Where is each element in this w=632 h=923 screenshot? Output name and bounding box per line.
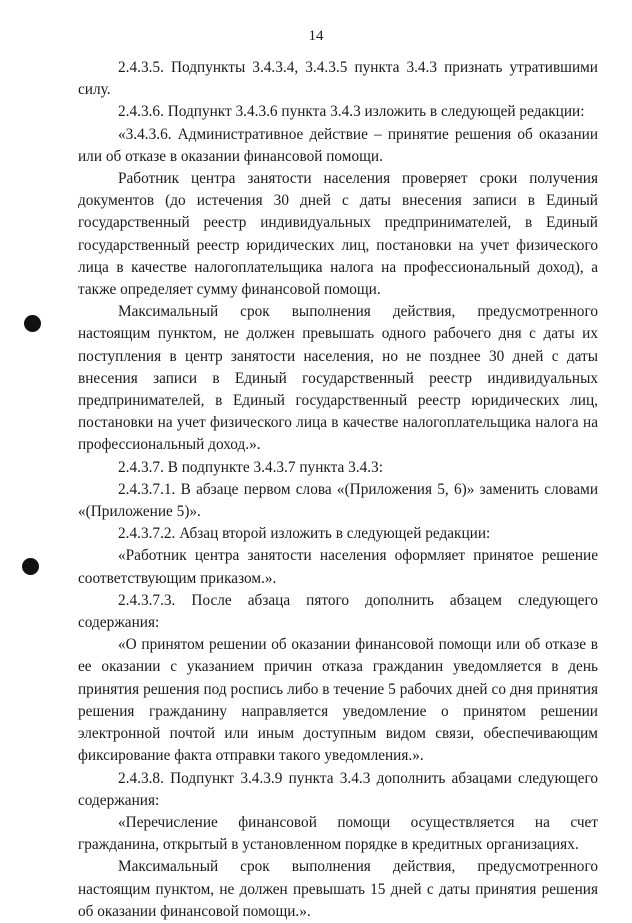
paragraph: «Перечисление финансовой помощи осуществляется на счет гражданина, открытый в установленном порядке в кредитных организациях.	[78, 813, 598, 854]
paragraph: Работник центра занятости населения проверяет сроки получения документов (до истечения 30 дней с даты внесения записи в Единый государственный реестр индивидуальных предпринимателей, в Единый государственный реестр юридических лиц, постановки на учет физического лица в качестве налогоплательщика налога на профессиональный доход), а также определяет сумму финансовой помощи.	[78, 170, 598, 299]
paragraph: 2.4.3.7.1. В абзаце первом слова «(Приложения 5, 6)» заменить словами «(Приложение 5)».	[78, 480, 598, 521]
paragraph: 2.4.3.5. Подпункты 3.4.3.4, 3.4.3.5 пункта 3.4.3 признать утратившими силу.	[78, 59, 598, 99]
punch-hole-bottom	[22, 558, 39, 575]
paragraph: 2.4.3.6. Подпункт 3.4.3.6 пункта 3.4.3 изложить в следующей редакции:	[118, 103, 585, 121]
paragraph: «3.4.3.6. Административное действие – принятие решения об оказании или об отказе в оказании финансовой помощи.	[78, 125, 598, 165]
paragraph: 2.4.3.7.2. Абзац второй изложить в следующей редакции:	[118, 525, 491, 543]
paragraph: 2.4.3.7. В подпункте 3.4.3.7 пункта 3.4.3:	[118, 458, 383, 476]
paragraph: Максимальный срок выполнения действия, предусмотренного настоящим пунктом, не должен превышать одного рабочего дня с даты их поступления в центр занятости населения, но не позднее 30 дней с даты внесения записи в Единый государственный реестр индивидуальных предпринимателей, в Единый государственный реестр юридических лиц, постановки на учет физического лица в качестве налогоплательщика налога на профессиональный доход.».	[78, 303, 598, 454]
paragraph: «О принятом решении об оказании финансовой помощи или об отказе в ее оказании с указанием причин отказа гражданин уведомляется в день принятия решения под роспись либо в течение 5 рабочих дней со дня принятия решения гражданину направляется уведомление о принятом решении электронной почтой или иным доступным видом связи, обеспечивающим фиксирование факта отправки такого уведомления.».	[78, 636, 598, 765]
paragraph: Максимальный срок выполнения действия, предусмотренного настоящим пунктом, не должен превышать 15 дней с даты принятия решения об оказании финансовой помощи.».	[78, 858, 598, 920]
document-body	[78, 57, 598, 923]
paragraph: «Работник центра занятости населения оформляет принятое решение соответствующим приказом.».	[78, 547, 598, 587]
paragraph: 2.4.3.8. Подпункт 3.4.3.9 пункта 3.4.3 дополнить абзацами следующего содержания:	[78, 769, 598, 809]
page-number: 14	[308, 28, 324, 44]
punch-hole-top	[24, 315, 41, 332]
paragraph: 2.4.3.7.3. После абзаца пятого дополнить абзацем следующего содержания:	[78, 591, 598, 632]
